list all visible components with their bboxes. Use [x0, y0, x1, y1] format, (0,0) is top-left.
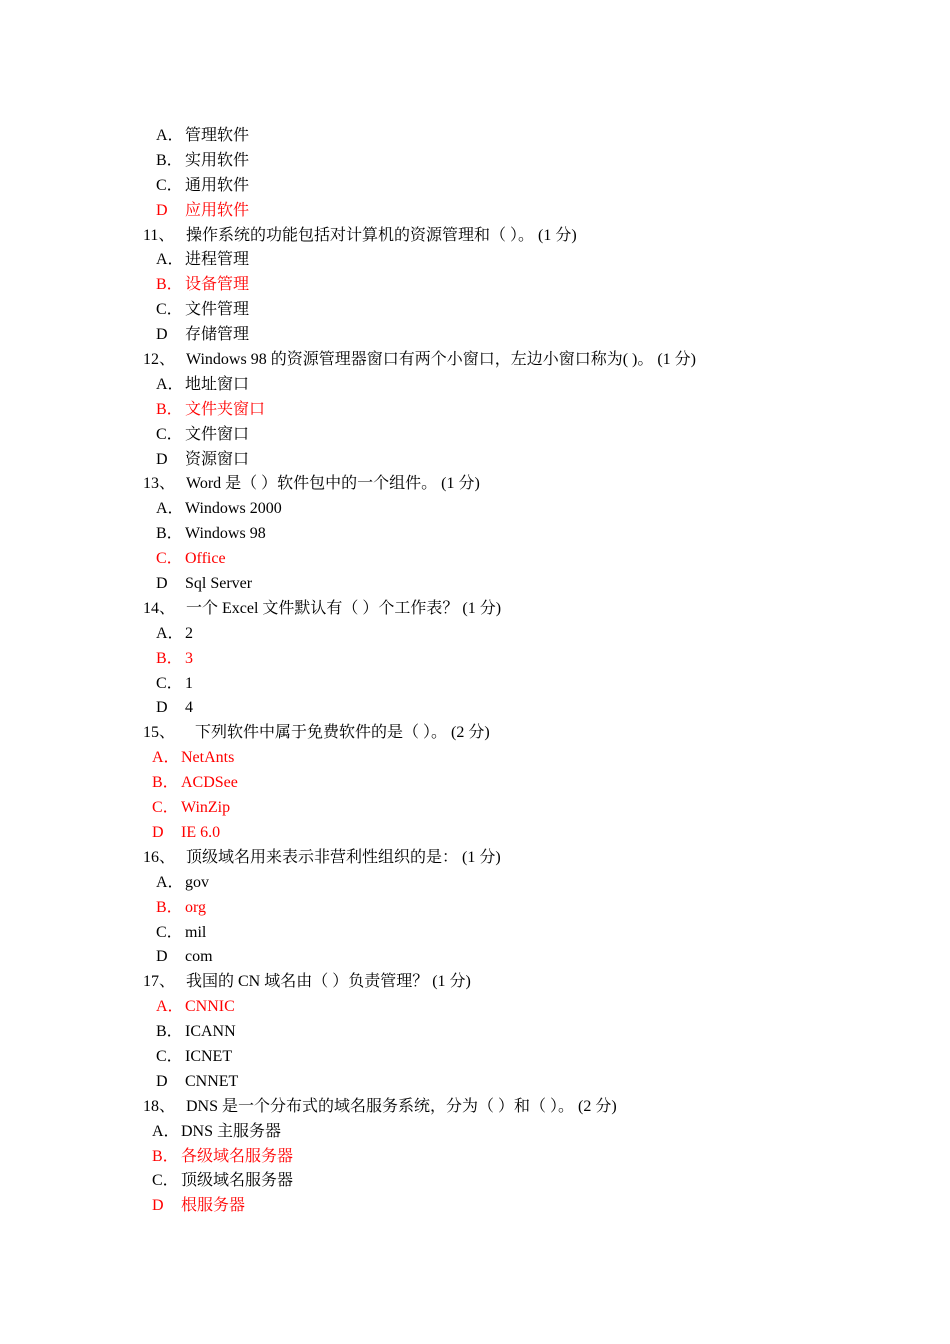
answer-option [0, 149, 950, 174]
option-text: Sql Server [185, 575, 253, 593]
answer-option [0, 448, 950, 473]
answer-option-correct [0, 199, 950, 224]
option-text: 资源窗口 [185, 450, 250, 468]
option-text: 地址窗口 [185, 375, 250, 393]
option-text: 1 [185, 674, 193, 692]
question-text: 我国的 CN 域名由（ ）负责管理？ (1 分) [186, 973, 471, 991]
option-text: IE 6.0 [181, 823, 221, 841]
question-line [0, 597, 950, 622]
answer-option-correct [0, 647, 950, 672]
option-text: 文件夹窗口 [185, 400, 266, 418]
answer-option-correct [0, 796, 950, 821]
answer-option [0, 622, 950, 647]
option-text: 管理软件 [185, 127, 250, 144]
answer-option [0, 871, 950, 896]
question-text: Word 是（ ）软件包中的一个组件。 (1 分) [186, 475, 480, 493]
option-text: ICNET [185, 1047, 233, 1065]
option-text: WinZip [181, 799, 231, 817]
answer-option-correct [0, 547, 950, 572]
answer-option [0, 945, 950, 970]
question-line [0, 721, 950, 746]
answer-option [0, 1169, 950, 1194]
question-line [0, 224, 950, 249]
option-label: D [152, 823, 164, 841]
option-label: A． [156, 998, 184, 1016]
option-label: A． [156, 127, 184, 144]
option-label: C． [156, 923, 183, 941]
option-text: CNNIC [185, 998, 235, 1016]
option-label: A． [156, 500, 184, 518]
option-label: B． [156, 1023, 183, 1041]
option-label: D [152, 1197, 164, 1215]
option-text: 应用软件 [185, 201, 250, 219]
option-text: 4 [185, 699, 193, 717]
question-text: 操作系统的功能包括对计算机的资源管理和（ ）。 (1 分) [186, 226, 577, 244]
option-label: A． [156, 375, 184, 393]
option-label: D [156, 699, 168, 717]
option-text: 进程管理 [185, 251, 250, 269]
option-text: mil [185, 923, 207, 941]
question-text: Windows 98 的资源管理器窗口有两个小窗口，左边小窗口称为( )。 (1 分) [186, 351, 697, 369]
option-text: com [185, 948, 213, 966]
question-number: 11、 [143, 226, 175, 244]
question-number: 14、 [143, 599, 176, 617]
option-label: A． [152, 749, 180, 767]
question-line [0, 1095, 950, 1120]
option-text: 各级域名服务器 [181, 1147, 294, 1165]
option-text: ICANN [185, 1023, 236, 1041]
option-text: 文件管理 [185, 301, 250, 319]
option-text: NetAnts [181, 749, 235, 767]
option-label: D [156, 1072, 168, 1090]
answer-option-correct [0, 896, 950, 921]
question-number: 17、 [143, 973, 176, 991]
answer-option [0, 248, 950, 273]
option-label: C． [156, 176, 183, 194]
question-text: 下列软件中属于免费软件的是（ ）。 (2 分) [195, 724, 490, 742]
option-text: org [185, 898, 207, 916]
answer-option [0, 522, 950, 547]
option-label: B． [156, 400, 183, 418]
option-label: B． [156, 525, 183, 543]
option-label: B． [152, 774, 179, 792]
answer-option [0, 696, 950, 721]
question-number: 16、 [143, 848, 176, 866]
question-number: 15、 [143, 724, 176, 742]
answer-option [0, 423, 950, 448]
option-text: 顶级域名服务器 [181, 1172, 294, 1190]
option-label: C． [156, 425, 183, 443]
question-line [0, 846, 950, 871]
answer-option [0, 497, 950, 522]
option-label: B． [156, 649, 183, 667]
answer-option-correct [0, 995, 950, 1020]
answer-option-correct [0, 1145, 950, 1170]
option-text: gov [185, 873, 209, 891]
question-text: 顶级域名用来表示非营利性组织的是： (1 分) [186, 848, 501, 866]
option-label: A． [152, 1122, 180, 1140]
question-text: 一个 Excel 文件默认有（ ）个工作表？ (1 分) [186, 599, 502, 617]
option-label: C． [152, 799, 179, 817]
option-text: 实用软件 [185, 151, 250, 169]
option-label: D [156, 575, 168, 593]
option-label: B． [156, 898, 183, 916]
option-label: D [156, 326, 168, 344]
question-number: 13、 [143, 475, 176, 493]
answer-option [0, 373, 950, 398]
question-list [0, 124, 950, 1219]
option-text: 存储管理 [185, 326, 250, 344]
option-label: C． [156, 674, 183, 692]
answer-option-correct [0, 771, 950, 796]
answer-option [0, 1045, 950, 1070]
answer-option [0, 1070, 950, 1095]
answer-option [0, 323, 950, 348]
answer-option [0, 1120, 950, 1145]
answer-option [0, 298, 950, 323]
option-text: 3 [185, 649, 193, 667]
answer-option-correct [0, 398, 950, 423]
answer-option-correct [0, 273, 950, 298]
option-label: C． [156, 1047, 183, 1065]
option-text: 2 [185, 624, 193, 642]
option-label: B． [152, 1147, 179, 1165]
answer-option-correct [0, 746, 950, 771]
option-label: A． [156, 873, 184, 891]
option-text: 文件窗口 [185, 425, 250, 443]
option-label: C． [156, 301, 183, 319]
question-line [0, 472, 950, 497]
option-label: B． [156, 151, 183, 169]
answer-option [0, 572, 950, 597]
answer-option [0, 672, 950, 697]
option-text: Office [185, 550, 226, 568]
option-text: DNS 主服务器 [181, 1122, 282, 1140]
question-number: 12、 [143, 351, 176, 369]
option-label: D [156, 948, 168, 966]
option-label: C． [152, 1172, 179, 1190]
option-label: B． [156, 276, 183, 294]
option-label: A． [156, 624, 184, 642]
option-label: D [156, 201, 168, 219]
option-text: ACDSee [181, 774, 238, 792]
option-text: Windows 2000 [185, 500, 282, 518]
question-line [0, 348, 950, 373]
answer-option [0, 921, 950, 946]
option-label: A． [156, 251, 184, 269]
option-label: C． [156, 550, 183, 568]
question-line [0, 970, 950, 995]
answer-option [0, 1020, 950, 1045]
answer-option-correct [0, 821, 950, 846]
option-label: D [156, 450, 168, 468]
answer-option [0, 174, 950, 199]
option-text: 通用软件 [185, 176, 250, 194]
option-text: Windows 98 [185, 525, 266, 543]
option-text: 根服务器 [181, 1197, 246, 1215]
option-text: CNNET [185, 1072, 239, 1090]
answer-option-correct [0, 1194, 950, 1219]
answer-option [0, 124, 950, 149]
question-number: 18、 [143, 1097, 176, 1115]
option-text: 设备管理 [185, 276, 250, 294]
question-text: DNS 是一个分布式的域名服务系统，分为（ ）和（ ）。 (2 分) [186, 1097, 617, 1115]
